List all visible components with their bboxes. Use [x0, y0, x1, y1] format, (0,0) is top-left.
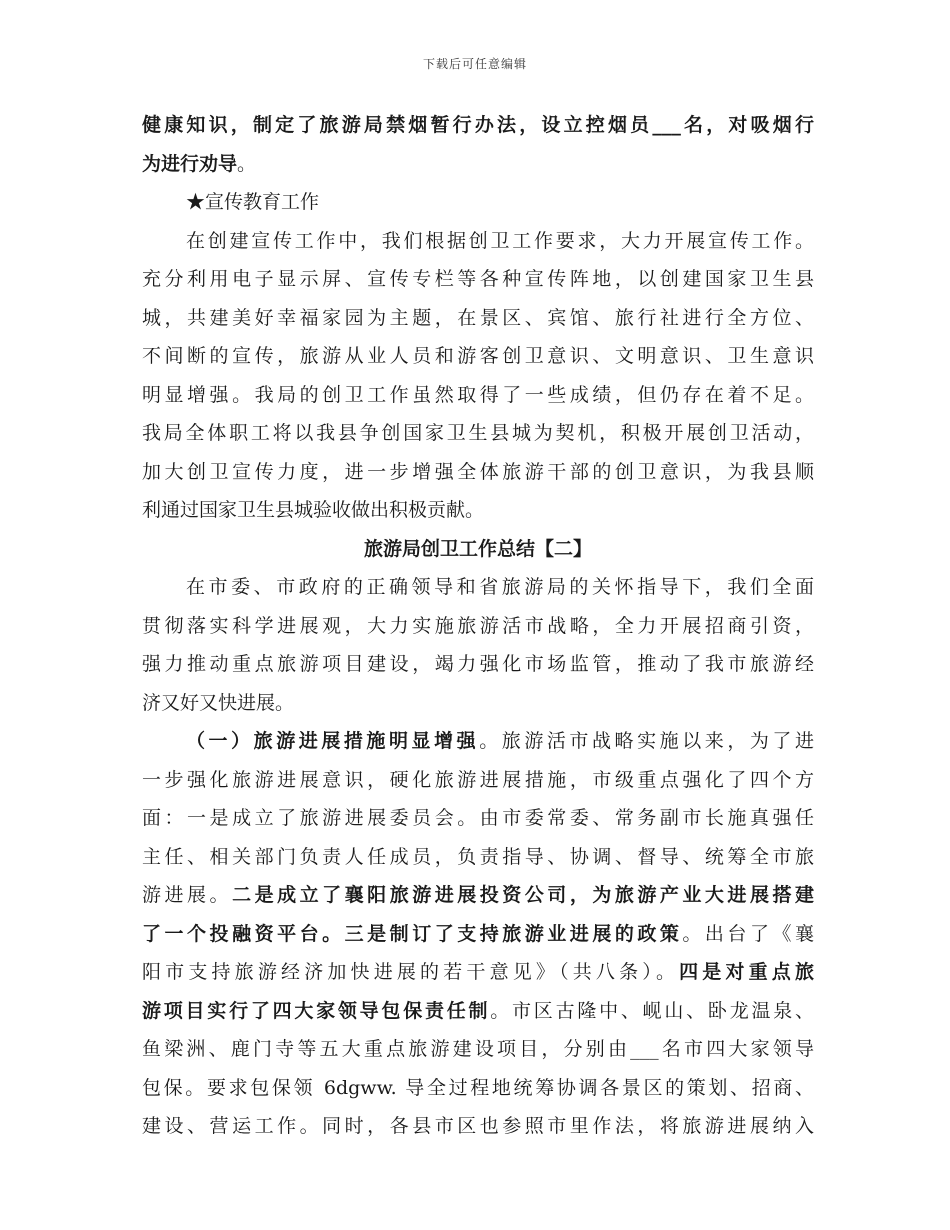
text-line	[142, 876, 814, 915]
text-line	[142, 183, 814, 222]
text-line	[142, 1069, 814, 1108]
text-segment: 。旅游活市战略实施以来，为了进	[479, 730, 814, 752]
text-line	[142, 915, 814, 954]
text-line	[142, 491, 814, 530]
text-segment: 游进展。	[142, 884, 233, 906]
text-segment: 我局全体职工将以我县争创国家卫生县城为契机，积极开展创卫活动，	[142, 422, 814, 444]
text-segment: 建设、营运工作。同时，各县市区也参照市里作法，将旅游进展纳入	[142, 1115, 814, 1137]
text-line	[142, 260, 814, 299]
bold-text-segment: 了一个投融资平台。三是制订了支持旅游业进展的政策	[142, 922, 683, 945]
text-segment: 旅游局创卫工作总结【二】	[363, 537, 592, 560]
text-segment: 。	[237, 152, 257, 175]
text-segment: 充分利用电子显示屏、宣传专栏等各种宣传阵地，以创建国家卫生县	[142, 268, 814, 290]
text-segment: 阳市支持旅游经济加快进展的若干意见》（共八条）。	[142, 961, 680, 983]
text-segment: ★宣传教育工作	[186, 191, 320, 213]
text-line	[142, 337, 814, 376]
text-line	[142, 607, 814, 646]
text-segment: 加大创卫宣传力度，进一步增强全体旅游干部的创卫意识，为我县顺	[142, 460, 814, 483]
text-segment: 济又好又快进展。	[142, 691, 295, 714]
text-segment: 不间断的宣传，旅游从业人员和游客创卫意识、文明意识、卫生意识	[142, 345, 814, 367]
text-line	[142, 992, 814, 1031]
bold-text-segment: 二是成立了襄阳旅游进展投资公司，为旅游产业大进展搭建	[232, 884, 814, 906]
text-segment: 一步强化旅游进展意识，硬化旅游进展措施，市级重点强化了四个方	[142, 768, 814, 791]
text-segment: 强力推动重点旅游项目建设，竭力强化市场监管，推动了我市旅游经	[142, 653, 814, 675]
text-segment: 面：一是成立了旅游进展委员会。由市委常委、常务副市长施真强任	[142, 807, 814, 829]
text-segment: 。市区古隆中、岘山、卧龙温泉、	[490, 999, 814, 1022]
text-line	[142, 1030, 814, 1069]
text-segment: 贯彻落实科学进展观，大力实施旅游活市战略，全力开展招商引资，	[142, 614, 814, 637]
text-line	[142, 799, 814, 838]
text-segment: 包保。要求包保领 6dgww. 导全过程地统筹协调各景区的策划、招商、	[142, 1076, 814, 1099]
page-header: 下载后可任意编辑	[422, 57, 527, 71]
text-line	[142, 761, 814, 800]
bold-text-segment: 四是对重点旅	[679, 961, 814, 983]
bold-text-segment: 健康知识，制定了旅游局禁烟暂行办法，设立控烟员___名，对吸烟行	[142, 114, 814, 136]
text-line	[142, 453, 814, 492]
text-segment: 主任、相关部门负责人任成员，负责指导、协调、督导、统筹全市旅	[142, 845, 814, 868]
text-segment: 利通过国家卫生县城验收做出积极贡献。	[142, 499, 485, 521]
document-body	[142, 106, 814, 1146]
text-line	[142, 106, 814, 145]
text-line	[142, 376, 814, 415]
text-segment: 城，共建美好幸福家园为主题，在景区、宾馆、旅行社进行全方位、	[142, 306, 814, 329]
text-line	[142, 953, 814, 992]
text-segment: 在市委、市政府的正确领导和省旅游局的关怀指导下，我们全面	[186, 576, 814, 598]
text-line	[142, 222, 814, 261]
text-line	[142, 645, 814, 684]
bold-text-segment: 为进行劝导	[142, 152, 238, 175]
text-line	[142, 145, 814, 184]
text-segment: 。出台了《襄	[682, 922, 814, 945]
text-line	[142, 299, 814, 338]
bold-text-segment: 游项目实行了四大家领导包保责任制	[142, 999, 491, 1022]
text-line	[142, 414, 814, 453]
section-heading	[142, 530, 814, 569]
text-line	[142, 838, 814, 877]
text-segment: 鱼梁洲、鹿门寺等五大重点旅游建设项目，分别由___名市四大家领导	[142, 1038, 814, 1060]
text-line	[142, 568, 814, 607]
text-line	[142, 722, 814, 761]
text-line	[142, 1107, 814, 1146]
text-line	[142, 684, 814, 723]
bold-text-segment: （一）旅游进展措施明显增强	[186, 730, 480, 752]
text-segment: 在创建宣传工作中，我们根据创卫工作要求，大力开展宣传工作。	[186, 229, 814, 252]
text-segment: 明显增强。我局的创卫工作虽然取得了一些成绩，但仍存在着不足。	[142, 383, 814, 406]
